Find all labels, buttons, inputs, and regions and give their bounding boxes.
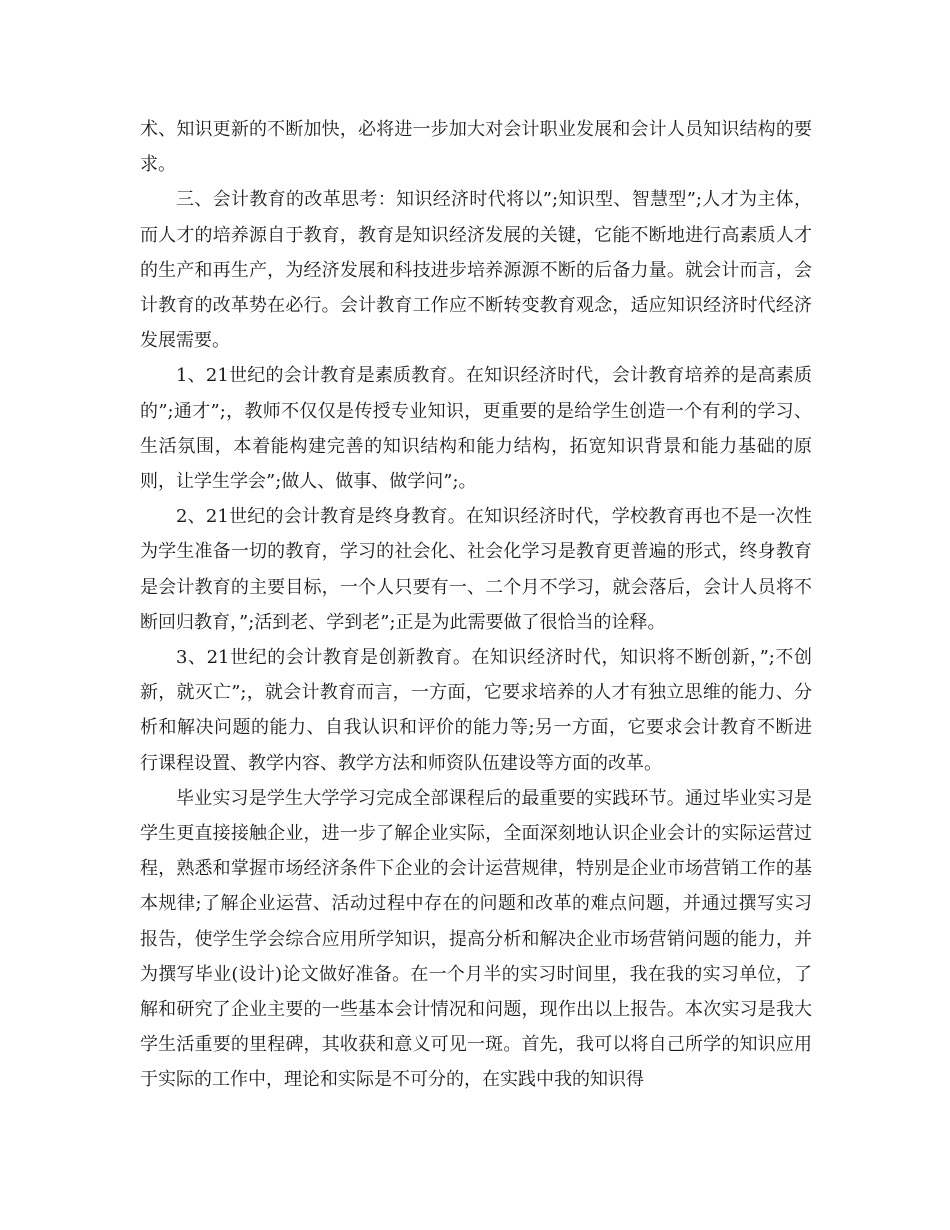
paragraph-continuation: 术、知识更新的不断加快，必将进一步加大对会计职业发展和会计人员知识结构的要求。 <box>140 119 812 176</box>
paragraph-point-two: 2、21世纪的会计教育是终身教育。在知识经济时代，学校教育再也不是一次性为学生准备一切的教育，学习的社会化、社会化学习是教育更普遍的形式，终身教育是会计教育的主要目标，一个人只要有一、二个月不学习，就会落后，会计人员将不断回归教育，”;活到老、学到老”;正是为此需要做了很恰当的诠释。 <box>140 506 812 633</box>
paragraph-internship: 毕业实习是学生大学学习完成全部课程后的最重要的实践环节。通过毕业实习是学生更直接接触企业，进一步了解企业实际，全面深刻地认识企业会计的实际运营过程，熟悉和掌握市场经济条件下企业的会计运营规律，特别是企业市场营销工作的基本规律;了解企业运营、活动过程中存在的问题和改革的难点问题，并通过撰写实习报告，使学生学会综合应用所学知识，提高分析和解决企业市场营销问题的能力，并为撰写毕业(设计)论文做好准备。在一个月半的实习时间里，我在我的实习单位，了解和研究了企业主要的一些基本会计情况和问题，现作出以上报告。本次实习是我大学生活重要的里程碑，其收获和意义可见一斑。首先，我可以将自己所学的知识应用于实际的工作中，理论和实际是不可分的，在实践中我的知识得 <box>140 787 812 1091</box>
paragraph-point-three: 3、21世纪的会计教育是创新教育。在知识经济时代，知识将不断创新，”;不创新，就灭亡”;，就会计教育而言，一方面，它要求培养的人才有独立思维的能力、分析和解决问题的能力、自我认识和评价的能力等;另一方面，它要求会计教育不断进行课程设置、教学内容、教学方法和师资队伍建设等方面的改革。 <box>140 647 812 774</box>
paragraph-section-three: 三、会计教育的改革思考：知识经济时代将以”;知识型、智慧型”;人才为主体，而人才的培养源自于教育，教育是知识经济发展的关键，它能不断地进行高素质人才的生产和再生产，为经济发展和科技进步培养源源不断的后备力量。就会计而言，会计教育的改革势在必行。会计教育工作应不断转变教育观念，适应知识经济时代经济发展需要。 <box>140 189 812 352</box>
document-body <box>140 112 812 1098</box>
paragraph-point-one: 1、21世纪的会计教育是素质教育。在知识经济时代，会计教育培养的是高素质的”;通才”;，教师不仅仅是传授专业知识，更重要的是给学生创造一个有利的学习、生活氛围，本着能构建完善的知识结构和能力结构，拓宽知识背景和能力基础的原则，让学生学会”;做人、做事、做学问”;。 <box>140 365 812 493</box>
